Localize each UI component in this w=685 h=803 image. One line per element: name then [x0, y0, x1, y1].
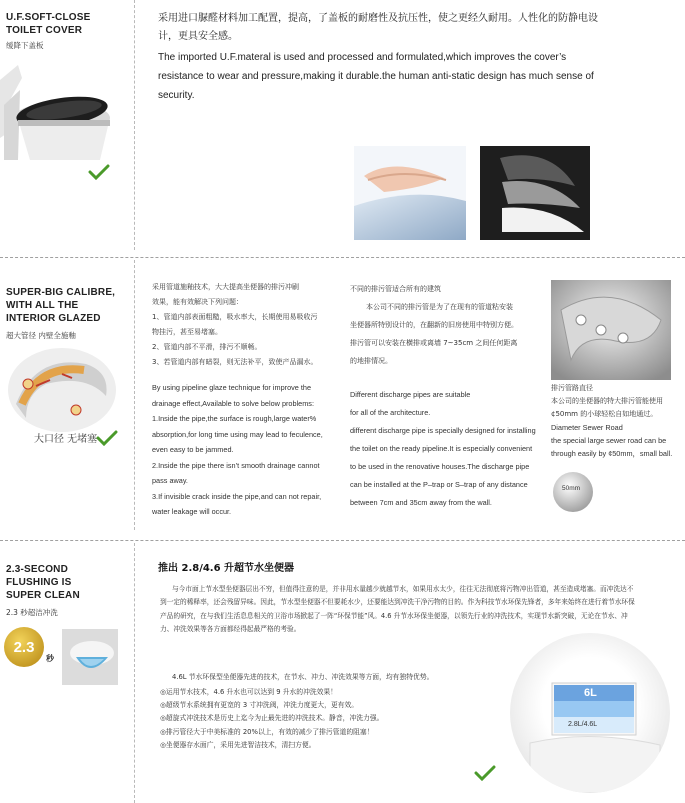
section-soft-close-cover	[0, 0, 685, 255]
seat-closing-photo	[480, 146, 590, 240]
section1-subtitle: 缓降下盖板	[6, 41, 44, 50]
section2-col2-en: Different discharge pipes are suitable for all of the architecture. different discharge pipe is specially designed for installing the toilet on the ready pipeline.It is especially convenient to be used in the renovative houses.The discharge pipe can be installed at the P–trap or S–trap of any distance between 7cm and 35cm away from the wall.	[350, 390, 536, 507]
sewer-pipe-photo	[551, 280, 671, 380]
section2-title: SUPER-BIG CALIBRE, WITH ALL THE INTERIOR GLAZED	[6, 287, 116, 324]
section2-col2-cn: 不同的排污管适合所有的建筑 本公司不同的排污管是为了在现有的管道粘安装 坐便器所特别设计的，在翻新的旧房使用中特别方便。 排污管可以安装在横排或离墙 7~35cm 之间任何距离 的地排情况。	[350, 285, 518, 365]
list-item: ◎超级节水系统拥有更宽的 3 寸冲洗阀，冲洗力度更大，更有效。	[160, 701, 359, 710]
pipe-cross-section-illustration	[6, 344, 118, 436]
section3-subtitle: 2.3 秒超洁冲洗	[6, 608, 58, 617]
section2-col1-en: By using pipeline glaze technique for improve the drainage effect,Available to solve below problems: 1.Inside the pipe,the surface is rough,large water% absorption,for long time using may lead to feculence, even easy to be jammed. 2.Inside the pipe there isn’t smooth drainage cannot pass away. 3.If invisible crack inside the pipe,and can not repair, water leakage will occur.	[152, 383, 323, 516]
section1-en-text: The imported U.F.materal is used and processed and formulated,which improves the cover’s resistance to wear and pressure,making it durable.the human anti-static design has much sense of security.	[158, 52, 594, 101]
tank-label-6l: 6L	[584, 687, 597, 699]
checkmark-icon	[474, 765, 496, 781]
section3-paragraph: 与今市面上节水型坐便器层出不穷，但值得注意的是，并非用水量越少就越节水，如果用水太少，往往无法彻底将污物冲出管道，甚至造成堵塞。而冲洗达不到一定的稀释率，还会残留异味。因此，节水型坐便器不但要耗水少，还要能达到冲洗干净污物的目的。作为科技节水环保先锋者，多年来始终在进行着节水环保产品的研究，在与我们生活息息相关的卫浴市场掀起了一阵“环保节能”风。4.6 升节水环保坐便器，以领先行业的冲洗技术，实现节水新突破，无论在节水、冲力、冲洗效果等各方面都经得起最严格的考验。	[160, 585, 635, 634]
section2-subtitle: 超大管径 内壁全施釉	[6, 331, 76, 340]
badge-unit: 秒	[46, 654, 54, 663]
section1-title: U.F.SOFT-CLOSE TOILET COVER	[6, 12, 91, 36]
hand-pressing-seat-photo	[354, 146, 466, 240]
section-second-flushing	[0, 541, 685, 803]
section2-divider	[134, 260, 135, 530]
section3-heading: 推出 2.8/4.6 升超节水坐便器	[158, 563, 295, 574]
toilet-tank-illustration	[510, 633, 670, 793]
section3-divider	[134, 543, 135, 803]
section2-badge-text: 大口径 无堵塞	[34, 434, 98, 445]
flush-time-badge	[4, 627, 44, 667]
section2-col3-en: Diameter Sewer Road the special large sewer road can be through easily by ¢50mm，small ball.	[551, 423, 673, 458]
section2-col3-cn: 排污管路直径 本公司的坐便器的特大排污管能使用 ¢50mm 的小球轻松自如地通过。	[551, 384, 663, 418]
section-super-big-calibre	[0, 258, 685, 538]
tank-label-capacity: 2.8L/4.6L	[568, 721, 598, 728]
soft-close-seat-illustration	[0, 60, 125, 180]
section2-col1-cn: 采用管道施釉技术，大大提高坐便器的排污冲刷 效果，能有效解决下列问题： 1、管道内部表面粗糙，吸水率大，长期使用易吸收污 物挂污，甚至易堵塞。 2、管道内部不平滑，排污不顺畅。 3、若管道内部有暗裂，则无法补平，致使产品漏水。	[152, 283, 318, 366]
flushing-bowl-photo	[62, 629, 118, 685]
badge-number: 2.3	[13, 638, 35, 656]
checkmark-icon	[88, 164, 110, 180]
ball-size-label: 50mm	[562, 485, 581, 492]
list-item: ◎坐便器存水面广，采用先进智洁技术，清扫方便。	[160, 740, 316, 749]
list-item: ◎超旋式冲洗技术是历史上迄今为止最先进的冲洗技术。静音，冲洗力强。	[160, 714, 384, 723]
section1-cn-text: 采用进口脲醛材料加工配置，提高，了盖板的耐磨性及抗压性，使之更经久耐用。人性化的防静电设计，更具安全感。	[158, 13, 598, 42]
section3-bullet-list	[160, 686, 500, 752]
list-item: ◎运用节水技术，4.6 升水也可以达到 9 升水的冲洗效果！	[160, 688, 338, 696]
section3-title: 2.3-SECOND FLUSHING IS SUPER CLEAN	[6, 564, 80, 601]
section1-divider	[134, 0, 135, 250]
section3-intro: 4.6L 节水环保型坐便器先进的技术，在节水、冲力、冲洗效果等方面，均有独特优势。	[172, 673, 434, 681]
list-item: ◎排污管径大于中美标准的 20%以上，有效的减少了排污管道的阻塞！	[160, 727, 374, 736]
checkmark-icon	[96, 430, 118, 446]
